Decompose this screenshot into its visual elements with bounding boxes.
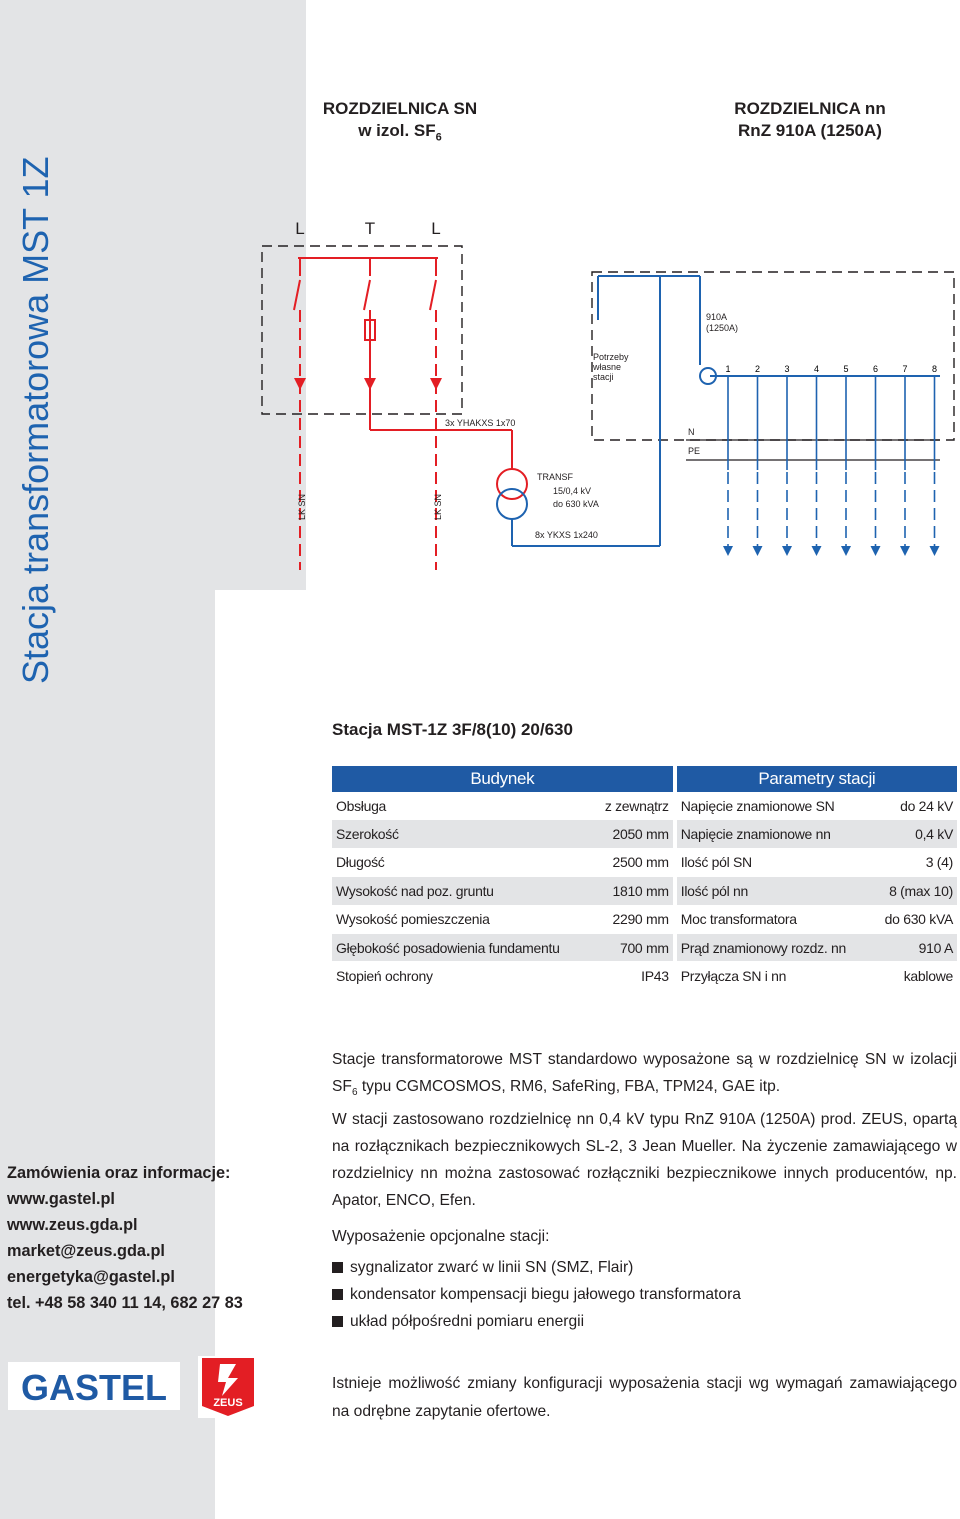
svg-text:N: N <box>688 427 695 437</box>
list-item: sygnalizator zwarć w linii SN (SMZ, Flair) <box>332 1254 741 1281</box>
table-header-parameters: Parametry stacji <box>677 766 957 792</box>
field-label: L <box>295 219 305 238</box>
table-cell: Długość <box>332 848 592 876</box>
output-number: 8 <box>931 364 938 374</box>
gastel-logo <box>8 1362 180 1410</box>
zeus-logo <box>198 1356 258 1418</box>
table-cell: 0,4 kV <box>871 820 957 848</box>
bullet-square-icon <box>332 1289 343 1300</box>
output-number: 3 <box>784 364 790 374</box>
bullet-square-icon <box>332 1316 343 1327</box>
contact-title: Zamówienia oraz informacje: <box>7 1164 231 1182</box>
output-number: 1 <box>725 364 731 374</box>
output-number: 5 <box>843 364 849 374</box>
table-row <box>332 905 957 933</box>
svg-text:PE: PE <box>688 446 701 456</box>
table-cell: 8 (max 10) <box>871 877 957 905</box>
station-title: Stacja MST-1Z 3F/8(10) 20/630 <box>332 720 573 739</box>
svg-text:LK SN: LK SN <box>433 493 443 520</box>
table-cell: Ilość pól nn <box>677 877 872 905</box>
table-cell: 3 (4) <box>871 848 957 876</box>
table-row <box>332 792 957 820</box>
svg-text:ZEUS: ZEUS <box>213 1397 243 1409</box>
svg-text:910A: 910A <box>706 312 728 322</box>
output-number: 2 <box>754 364 761 374</box>
table-cell: z zewnątrz <box>592 792 673 820</box>
table-cell: Obsługa <box>332 792 592 820</box>
table-cell: Wysokość pomieszczenia <box>332 905 592 933</box>
table-cell: kablowe <box>871 962 957 990</box>
output-arrow-icon <box>930 546 940 556</box>
table-cell: Moc transformatora <box>677 905 872 933</box>
contact-phone: tel. +48 58 340 11 14, 682 27 83 <box>7 1294 243 1312</box>
table-cell: Napięcie znamionowe nn <box>677 820 872 848</box>
output-number: 4 <box>813 364 820 374</box>
output-arrow-icon <box>812 546 822 556</box>
list-item: kondensator kompensacji biegu jałowego transformatora <box>332 1281 741 1308</box>
options-list <box>332 1254 741 1335</box>
table-cell: 700 mm <box>592 933 673 961</box>
table-cell: 910 A <box>871 933 957 961</box>
table-cell: Wysokość nad poz. gruntu <box>332 877 592 905</box>
svg-text:do 630 kVA: do 630 kVA <box>553 499 599 509</box>
table-cell: 2500 mm <box>592 848 673 876</box>
table-cell: Szerokość <box>332 820 592 848</box>
bullet-square-icon <box>332 1262 343 1273</box>
list-item: układ półpośredni pomiaru energii <box>332 1308 741 1335</box>
table-row <box>332 820 957 848</box>
parameters-table <box>332 766 957 991</box>
table-cell: Ilość pól SN <box>677 848 872 876</box>
table-cell: Przyłącza SN i nn <box>677 962 872 990</box>
table-row <box>332 877 957 905</box>
svg-text:stacji: stacji <box>593 372 614 382</box>
output-number: 7 <box>902 364 908 374</box>
svg-text:8x YKXS 1x240: 8x YKXS 1x240 <box>535 530 598 540</box>
svg-text:GASTEL: GASTEL <box>20 1367 168 1408</box>
single-line-diagram <box>230 210 960 590</box>
table-cell: Głębokość posadowienia fundamentu <box>332 933 592 961</box>
output-number: 6 <box>872 364 879 374</box>
description: Stacje transformatorowe MST standardowo wyposażone są w rozdzielnicę SN w izolacji $SF_6$ typu CGMCOSMOS, RM6, SafeRing, FBA, TPM24, GAE itp. W stacji zastosowano rozdzielnicę nn 0,4 kV typu RnZ 910A (1250A) prod. ZEUS, opartą na rozłącznikach bezpiecznikowych SL-2, 3 Jean Mueller. Na życzenie zamawiającego w rozdzielnicy nn można zastosować rozłączniki bezpiecznikowe innych producentów, np. Apator, ENCO, Efen. <box>332 1051 957 1210</box>
svg-text:TRANSF: TRANSF <box>537 472 573 482</box>
contact-block <box>7 1160 243 1316</box>
nn-switchgear-title: ROZDZIELNICA nn RnZ 910A (1250A) <box>734 99 886 140</box>
output-arrow-icon <box>900 546 910 556</box>
contact-email[interactable]: energetyka@gastel.pl <box>7 1268 175 1286</box>
table-cell: 2050 mm <box>592 820 673 848</box>
svg-text:3x YHAKXS 1x70: 3x YHAKXS 1x70 <box>445 418 516 428</box>
table-cell: IP43 <box>592 962 673 990</box>
table-row <box>332 933 957 961</box>
sn-switchgear-title: ROZDZIELNICA SN w izol. $SF_6$ <box>322 99 478 144</box>
table-cell: Stopień ochrony <box>332 962 592 990</box>
output-arrow-icon <box>723 546 733 556</box>
options-title: Wyposażenie opcjonalne stacji: <box>332 1228 550 1245</box>
table-cell: do 630 kVA <box>871 905 957 933</box>
table-cell: Napięcie znamionowe SN <box>677 792 872 820</box>
table-header-building: Budynek <box>332 766 673 792</box>
svg-text:LK SN: LK SN <box>297 493 307 520</box>
table-cell: do 24 kV <box>871 792 957 820</box>
table-row <box>332 848 957 876</box>
sn-frame <box>262 246 462 414</box>
output-arrow-icon <box>753 546 763 556</box>
vertical-title: Stacja transformatorowa MST 1Z <box>15 156 56 684</box>
contact-website[interactable]: www.gastel.pl <box>7 1190 115 1208</box>
svg-text:własne: własne <box>593 362 622 372</box>
field-label: T <box>364 219 376 238</box>
svg-text:15/0,4 kV: 15/0,4 kV <box>553 486 592 496</box>
table-row <box>332 962 957 990</box>
nn-frame <box>592 272 954 440</box>
svg-text:Potrzeby: Potrzeby <box>593 352 629 362</box>
contact-website[interactable]: www.zeus.gda.pl <box>7 1216 138 1234</box>
output-arrow-icon <box>841 546 851 556</box>
output-arrow-icon <box>782 546 792 556</box>
field-label: L <box>431 219 441 238</box>
table-cell: 2290 mm <box>592 905 673 933</box>
final-note: Istnieje możliwość zmiany konfiguracji wyposażenia stacji wg wymagań zamawiającego na odrębne zapytanie ofertowe. <box>332 1375 957 1420</box>
table-cell: 1810 mm <box>592 877 673 905</box>
table-cell: Prąd znamionowy rozdz. nn <box>677 933 872 961</box>
contact-email[interactable]: market@zeus.gda.pl <box>7 1242 165 1260</box>
output-arrow-icon <box>871 546 881 556</box>
svg-text:(1250A): (1250A) <box>706 323 739 333</box>
